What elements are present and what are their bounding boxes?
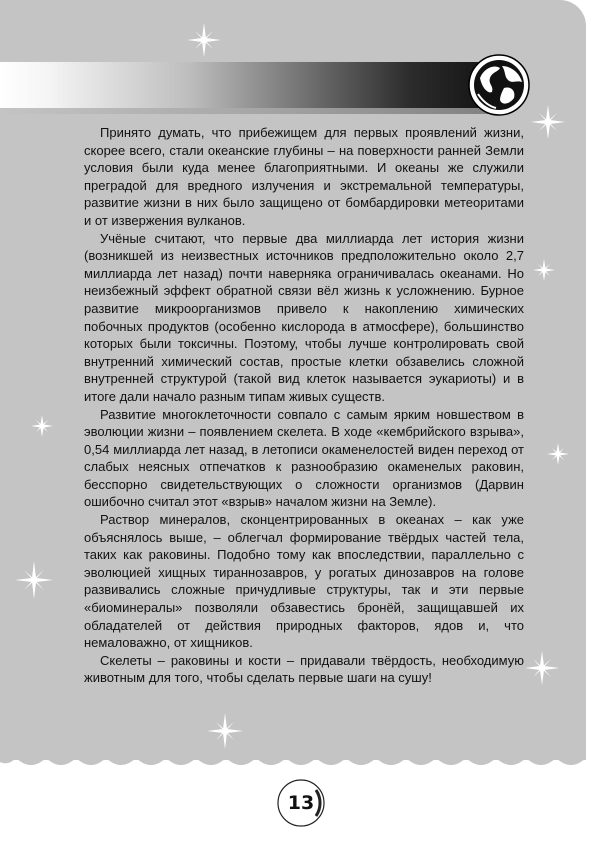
sparkle-icon [530,104,566,140]
body-text [84,124,524,687]
paragraph-4: Раствор минералов, сконцентрированных в океанах – как уже объяснялось выше, – облегчал формирование твёрдых частей тела, таких как раковины. Подобно тому как впоследствии, параллельно с эволюцией хищных тираннозавров, у рогатых динозавров на голове развивались сложные причудливые структуры, так и эти первые «биоминералы» позволяли обзавестись бронёй, защищавшей их обладателей от действия природных факторов, ядов и, что немаловажно, от хищников. [84,512,524,651]
header-bar-shadow [0,108,500,114]
page-number-badge [276,778,326,828]
page-number: 13 [287,792,315,814]
sparkle-icon [14,560,54,600]
globe-icon [468,54,530,116]
header-gradient-bar [0,62,500,108]
scalloped-edge [0,748,586,776]
paragraph-5: Скелеты – раковины и кости – придавали твёрдость, необходимую животным для того, чтобы сделать первые шаги на сушу! [84,652,524,686]
sparkle-icon [524,650,560,686]
sparkle-icon [30,414,54,438]
sparkle-icon [186,22,222,58]
sparkle-icon [532,258,556,282]
paragraph-2: Учёные считают, что первые два миллиарда лет история жизни (возникшей из неизвестных источников предположительно около 2,7 миллиарда лет назад) почти наверняка ограничивалась океанами. Но неизбежный эффект обратной связи вёл жизнь к усложнению. Бурное развитие микроорганизмов привело к накоплению химических побочных продуктов (особенно кислорода в атмосфере), большинство которых были токсичны. Поэтому, чтобы лучше контролировать свой внутренний химический состав, простые клетки обзавелись сложной внутренней структурой (такой вид клеток называется эукариоты) и в итоге дали начало разным типам живых существ. [84,230,524,404]
sparkle-icon [546,442,570,466]
paragraph-3: Развитие многоклеточности совпало с самым ярким новшеством в эволюции жизни – появлением скелета. В ходе «кембрийского взрыва», 0,54 миллиарда лет назад, в летописи окаменелостей виден переход от слабых неясных отпечатков к разнообразию окаменелых раковин, бесспорно свидетельствующих о сложности организмов (Дарвин ошибочно считал этот «взрыв» началом жизни на Земле). [84,406,524,510]
sparkle-icon [206,712,244,750]
paragraph-1: Принято думать, что прибежищем для первых проявлений жизни, скорее всего, стали океанские глубины – на поверхности ранней Земли условия были куда менее благоприятными. И океаны же служили преградой для вредного излучения и экстремальной температуры, развитие жизни в них было защищено от бомбардировки метеоритами и от извержения вулканов. [84,125,524,228]
